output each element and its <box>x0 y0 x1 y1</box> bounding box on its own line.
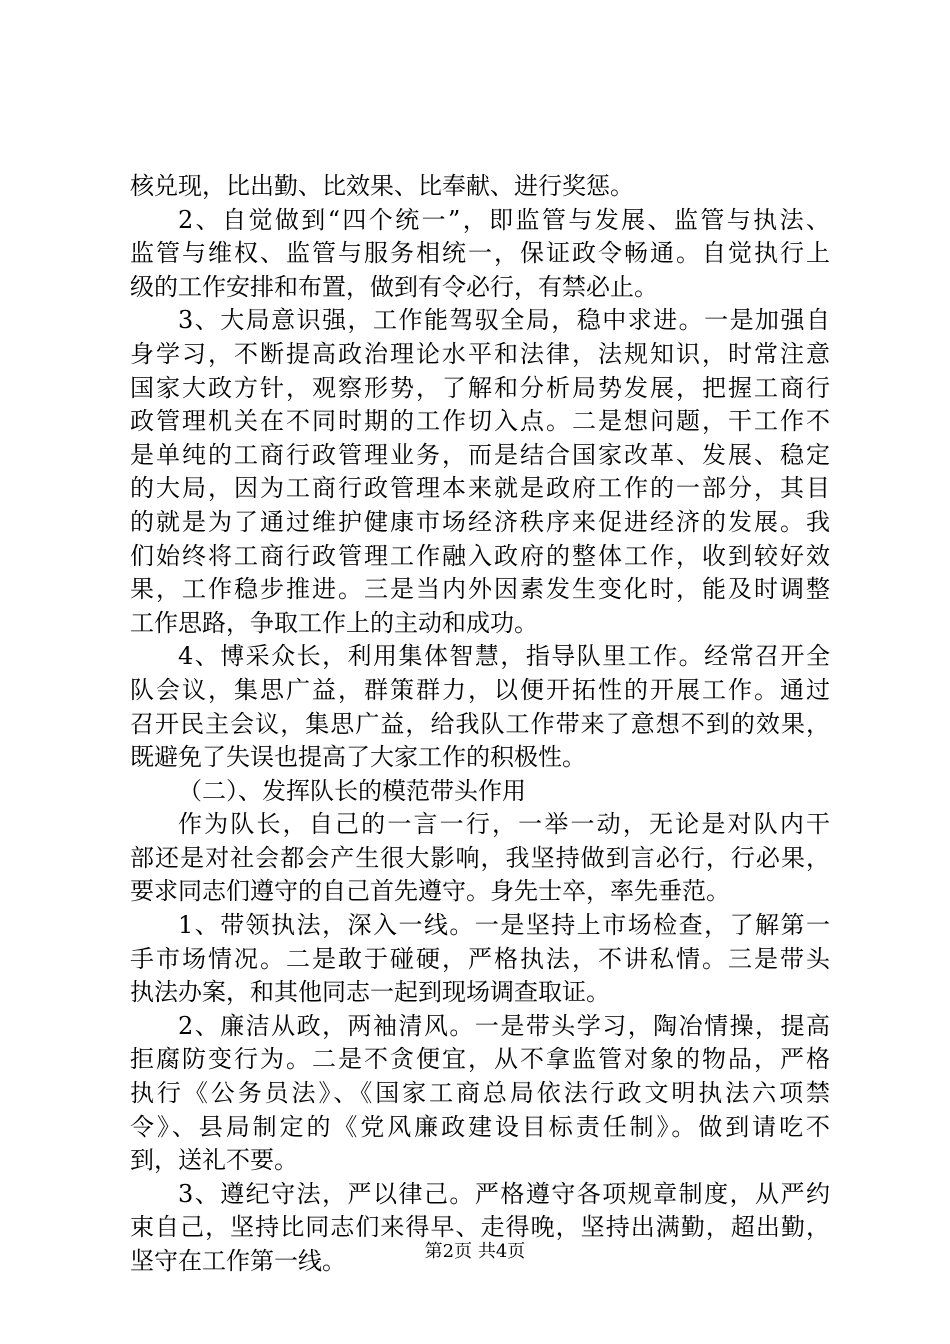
text-line: 执行《公务员法》、《国家工商总局依法行政文明执法六项禁 <box>130 1079 830 1108</box>
text-line: 令》、县局制定的《党风廉政建设目标责任制》。做到请吃不 <box>130 1112 830 1141</box>
text-line: 政管理机关在不同时期的工作切入点。二是想问题，干工作不 <box>130 407 830 436</box>
text-line: 的大局，因为工商行政管理本来就是政府工作的一部分，其目 <box>130 474 830 503</box>
text-line: 部还是对社会都会产生很大影响，我坚持做到言必行，行必果， <box>130 843 830 872</box>
text-line: 4、博采众长，利用集体智慧，指导队里工作。经常召开全 <box>178 642 830 671</box>
section-heading: （二）、发挥队长的模范带头作用 <box>178 776 526 805</box>
text-line: 到，送礼不要。 <box>130 1146 298 1175</box>
text-line: 拒腐防变行为。二是不贪便宜，从不拿监管对象的物品，严格 <box>130 1045 830 1074</box>
text-line: 们始终将工商行政管理工作融入政府的整体工作，收到较好效 <box>130 541 830 570</box>
text-line: 监管与维权、监管与服务相统一，保证政令畅通。自觉执行上 <box>130 239 830 268</box>
text-line: 坚守在工作第一线。 <box>130 1247 346 1275</box>
text-line: 3、大局意识强，工作能驾驭全局，稳中求进。一是加强自 <box>178 306 830 335</box>
text-line: 召开民主会议，集思广益，给我队工作带来了意想不到的效果， <box>130 709 830 738</box>
text-line: 作为队长，自己的一言一行，一举一动，无论是对队内干 <box>178 810 830 839</box>
text-line: 是单纯的工商行政管理业务，而是结合国家改革、发展、稳定 <box>130 440 830 469</box>
text-line: 队会议，集思广益，群策群力，以便开拓性的开展工作。通过 <box>130 675 830 704</box>
text-line: 手市场情况。二是敢于碰硬，严格执法，不讲私情。三是带头 <box>130 944 830 973</box>
text-line: 核兑现，比出勤、比效果、比奉献、进行奖惩。 <box>130 172 634 200</box>
text-line: 2、自觉做到“四个统一”，即监管与发展、监管与执法、 <box>178 205 830 234</box>
text-line: 既避免了失误也提高了大家工作的积极性。 <box>130 743 586 772</box>
text-line: 级的工作安排和布置，做到有令必行，有禁必止。 <box>130 272 658 301</box>
text-line: 工作思路，争取工作上的主动和成功。 <box>130 608 538 637</box>
text-line: 果，工作稳步推进。三是当内外因素发生变化时，能及时调整 <box>130 575 830 604</box>
text-line: 2、廉洁从政，两袖清风。一是带头学习，陶冶情操，提高 <box>178 1011 830 1040</box>
text-line: 3、遵纪守法，严以律己。严格遵守各项规章制度，从严约 <box>178 1179 830 1208</box>
page-number-footer: 第2页 共4页 <box>424 1241 526 1262</box>
text-line: 束自己，坚持比同志们来得早、走得晚，坚持出满勤，超出勤， <box>130 1213 830 1242</box>
document-body <box>130 170 830 1279</box>
text-line: 执法办案，和其他同志一起到现场调查取证。 <box>130 978 610 1007</box>
text-line: 的就是为了通过维护健康市场经济秩序来促进经济的发展。我 <box>130 507 830 536</box>
text-line: 国家大政方针，观察形势，了解和分析局势发展，把握工商行 <box>130 373 830 402</box>
text-line: 要求同志们遵守的自己首先遵守。身先士卒，率先垂范。 <box>130 877 730 906</box>
text-line: 身学习，不断提高政治理论水平和法律，法规知识，时常注意 <box>130 339 830 368</box>
text-line: 1、带领执法，深入一线。一是坚持上市场检查，了解第一 <box>178 911 830 940</box>
